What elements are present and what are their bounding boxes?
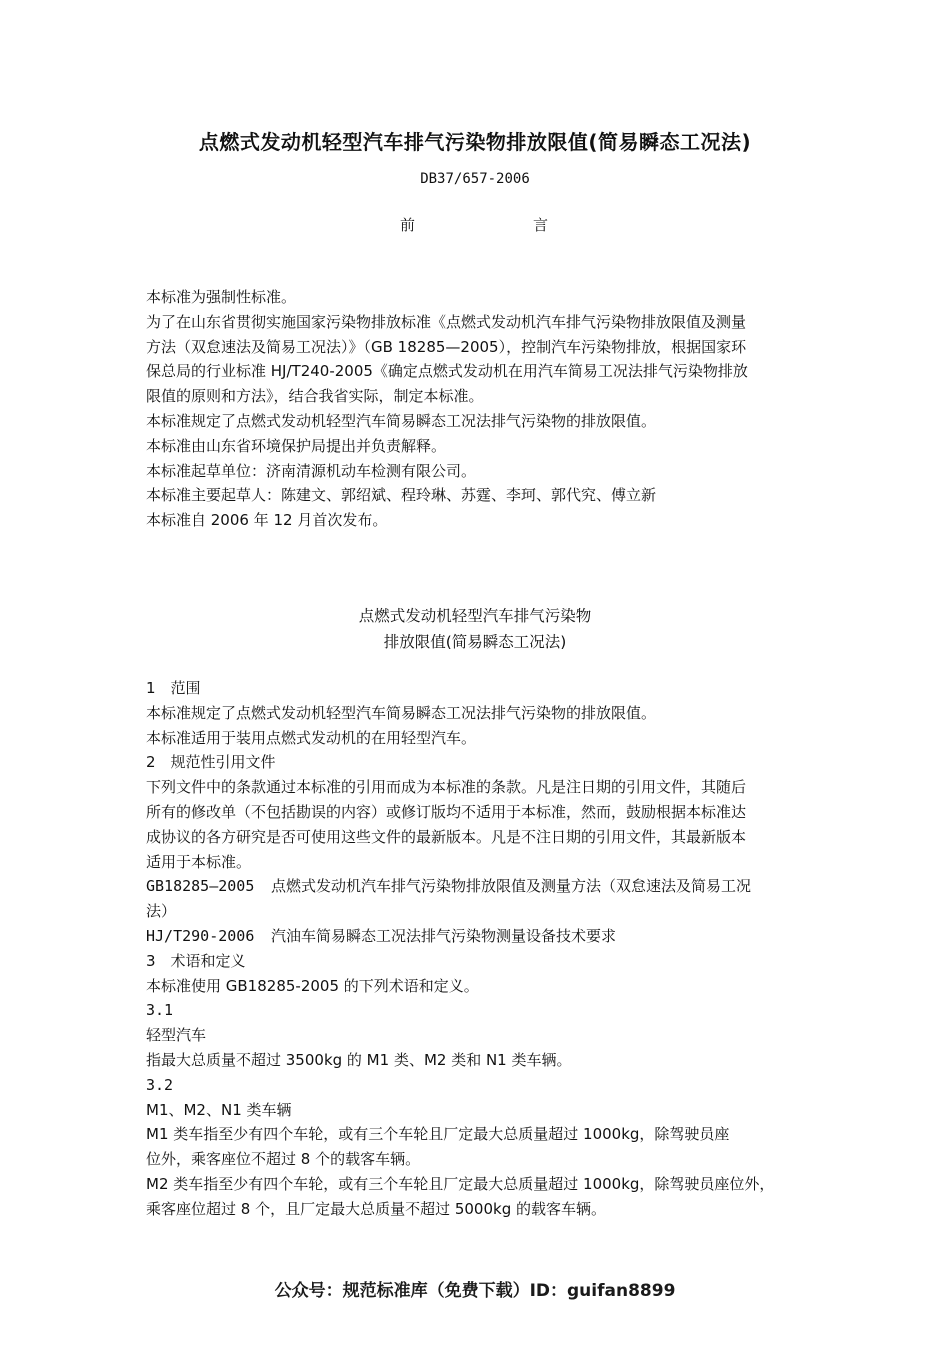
foreword-line: 为了在山东省贯彻实施国家污染物排放标准《点燃式发动机汽车排气污染物排放限值及测量 — [146, 312, 747, 331]
reference-item — [146, 874, 811, 899]
paragraph-line: 所有的修改单（不包括勘误的内容）或修订版均不适用于本标准，然而，鼓励根据本标准达 — [146, 802, 747, 821]
paragraph: 本标准使用 GB18285-2005 的下列术语和定义。 — [146, 976, 479, 995]
foreword-line: 方法（双怠速法及简易工况法）》（GB 18285—2005），控制汽车污染物排放，根据国家环 — [146, 337, 747, 356]
foreword-line: 本标准为强制性标准。 — [146, 288, 297, 306]
footer-watermark-text: 公众号：规范标准库（免费下载）ID：guifan8899 — [274, 1281, 676, 1301]
foreword-heading-char-1: 前 — [400, 216, 416, 234]
definition: 指最大总质量不超过 3500kg 的 M1 类、M2 类和 N1 类车辆。 — [146, 1050, 572, 1069]
clause-number: 3.2 — [146, 1075, 174, 1094]
reference-code: GB18285—2005 — [146, 877, 255, 896]
paragraph-line: 适用于本标准。 — [146, 852, 252, 871]
body-title-line-1: 点燃式发动机轻型汽车排气污染物 — [358, 607, 592, 625]
foreword-line: 限值的原则和方法》，结合我省实际，制定本标准。 — [146, 387, 484, 406]
definition-line: M1 类车指至少有四个车轮，或有三个车轮且厂定最大总质量超过 1000kg，除驾驶员座 — [146, 1125, 730, 1144]
term: M1、M2、N1 类车辆 — [146, 1100, 292, 1119]
definition-line: 乘客座位超过 8 个，且厂定最大总质量不超过 5000kg 的载客车辆。 — [146, 1199, 607, 1218]
foreword-line: 本标准自 2006 年 12 月首次发布。 — [146, 511, 388, 530]
foreword-line: 本标准起草单位：济南清源机动车检测有限公司。 — [146, 461, 477, 480]
sections-body — [146, 676, 811, 1222]
foreword-line: 本标准由山东省环境保护局提出并负责解释。 — [146, 436, 447, 455]
clause-number: 3.1 — [146, 1001, 174, 1020]
reference-title: 点燃式发动机汽车排气污染物排放限值及测量方法（双怠速法及简易工况 — [271, 877, 752, 896]
body-title-line-2: 排放限值(简易瞬态工况法) — [383, 633, 567, 651]
foreword-body — [146, 285, 811, 533]
paragraph-line: 成协议的各方研究是否可使用这些文件的最新版本。凡是不注日期的引用文件，其最新版本 — [146, 827, 747, 846]
section-heading-terms: 3 术语和定义 — [146, 951, 246, 970]
foreword-heading-char-2: 言 — [533, 216, 549, 234]
reference-title-continued: 法） — [146, 902, 177, 921]
reference-title: 汽油车简易瞬态工况法排气污染物测量设备技术要求 — [271, 926, 617, 945]
definition-line: 位外，乘客座位不超过 8 个的载客车辆。 — [146, 1150, 421, 1169]
section-heading-references: 2 规范性引用文件 — [146, 753, 276, 772]
reference-code: HJ/T290-2006 — [146, 926, 255, 945]
paragraph: 本标准规定了点燃式发动机轻型汽车简易瞬态工况法排气污染物的排放限值。 — [146, 703, 657, 722]
paragraph: 本标准适用于装用点燃式发动机的在用轻型汽车。 — [146, 728, 477, 747]
paragraph-line: 下列文件中的条款通过本标准的引用而成为本标准的条款。凡是注日期的引用文件，其随后 — [146, 778, 747, 797]
document-title: 点燃式发动机轻型汽车排气污染物排放限值(简易瞬态工况法) — [198, 130, 752, 154]
section-heading-scope: 1 范围 — [146, 679, 201, 697]
reference-item — [146, 924, 811, 949]
term: 轻型汽车 — [146, 1026, 207, 1045]
standard-code: DB37/657-2006 — [420, 171, 530, 187]
definition-line: M2 类车指至少有四个车轮，或有三个车轮且厂定最大总质量超过 1000kg，除驾驶员座位外， — [146, 1174, 775, 1193]
foreword-line: 本标准规定了点燃式发动机轻型汽车简易瞬态工况法排气污染物的排放限值。 — [146, 411, 657, 430]
foreword-line: 本标准主要起草人：陈建文、郭绍斌、程玲琳、苏霆、李珂、郭代究、傅立新 — [146, 486, 657, 505]
foreword-line: 保总局的行业标准 HJ/T240-2005《确定点燃式发动机在用汽车简易工况法排气污染物排放 — [146, 362, 748, 381]
